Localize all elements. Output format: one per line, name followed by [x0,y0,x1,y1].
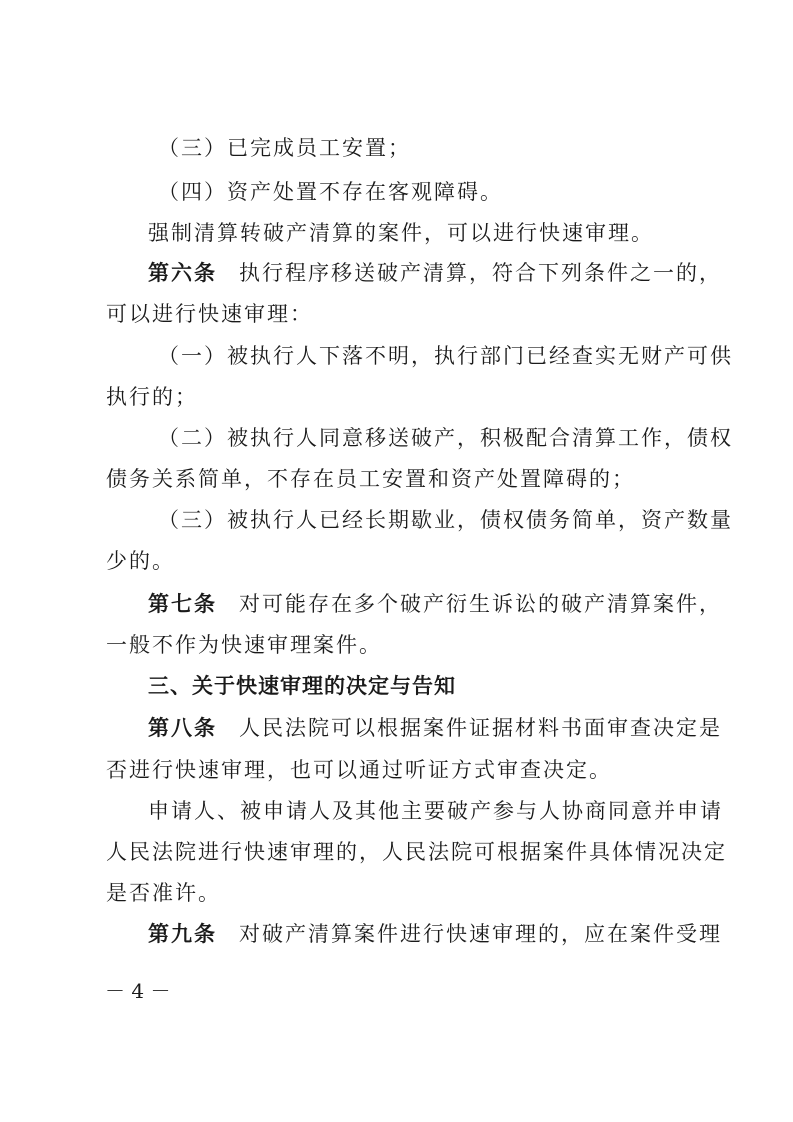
article-6-line-1 [148,259,722,287]
paragraph-consent-line-1: 申请人、被申请人及其他主要破产参与人协商同意并申请 [148,799,723,823]
article-6-item-1-line-2: 执行的； [106,385,198,409]
paragraph-consent-line-3: 是否准许。 [106,881,221,905]
article-6-item-3-line-2: 少的。 [106,549,175,573]
article-6-item-2-line-2: 债务关系简单，不存在员工安置和资产处置障碍的； [106,467,635,491]
section-3-heading: 三、关于快速审理的决定与告知 [148,674,456,698]
article-7-line-2: 一般不作为快速审理案件。 [106,633,382,657]
article-6-item-1-line-1: （一）被执行人下落不明，执行部门已经查实无财产可供 [158,344,733,368]
article-8-line-1 [148,714,722,742]
article-7-text: 对可能存在多个破产衍生诉讼的破产清算案件， [239,592,722,616]
item-3-staff-placement: （三）已完成员工安置； [158,136,411,160]
paragraph-forced-liquidation: 强制清算转破产清算的案件，可以进行快速审理。 [148,221,654,245]
article-8-label: 第八条 [148,716,217,740]
article-6-item-2-line-1: （二）被执行人同意移送破产，积极配合清算工作，债权 [158,426,733,450]
article-9-label: 第九条 [148,922,217,946]
article-9-text: 对破产清算案件进行快速审理的，应在案件受理 [239,922,722,946]
article-8-line-2: 否进行快速审理，也可以通过听证方式审查决定。 [106,758,612,782]
article-9-line-1 [148,920,722,948]
article-7-line-1 [148,590,722,618]
article-6-label: 第六条 [148,261,217,285]
article-8-text: 人民法院可以根据案件证据材料书面审查决定是 [239,716,722,740]
item-4-asset-disposal: （四）资产处置不存在客观障碍。 [158,180,503,204]
article-6-text: 执行程序移送破产清算，符合下列条件之一的， [239,261,722,285]
article-7-label: 第七条 [148,592,217,616]
article-6-item-3-line-1: （三）被执行人已经长期歇业，债权债务简单，资产数量 [158,508,733,532]
page-number: － 4 － [105,979,171,1003]
paragraph-consent-line-2: 人民法院进行快速审理的，人民法院可根据案件具体情况决定 [106,840,727,864]
article-6-line-2: 可以进行快速审理： [106,302,313,326]
